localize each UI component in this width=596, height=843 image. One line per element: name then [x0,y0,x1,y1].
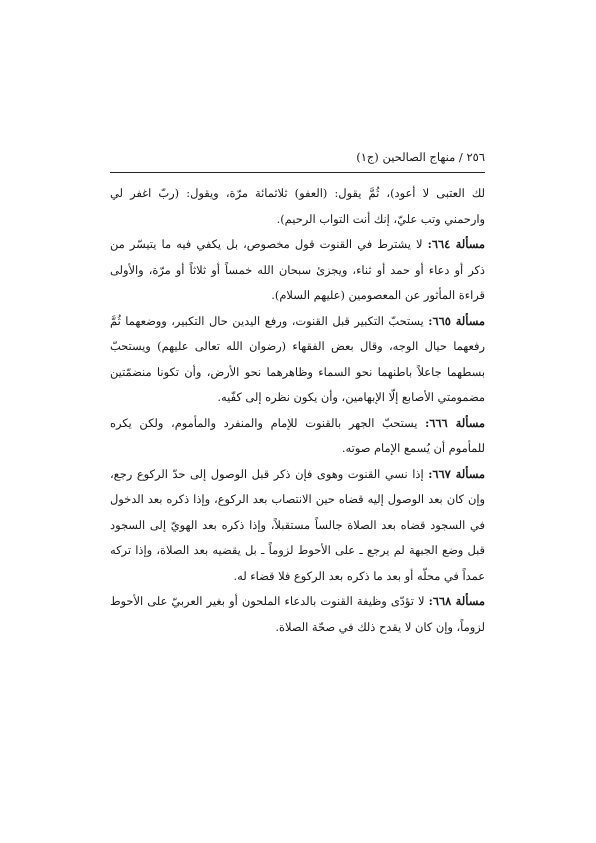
paragraph-text: إذا نسي القنوت وهوى فإن ذكر قبل الوصول إلى حدّ الركوع رجع، وإن كان بعد الوصول إليه قضاه حين الانتصاب بعد الركوع، وإذا ذكره بعد الدخول في السجود قضاه بعد الصلاة جالساً مستقبلاً، وإذا ذكره بعد الهويّ إلى السجود قبل وضع الجبهة لم يرجع ـ على الأحوط لزوماً ـ بل يقضيه بعد الصلاة، وإذا تركه عمداً في محلّه أو بعد ما ذكره بعد الركوع فلا قضاء له. [110,466,485,583]
paragraph-text: لك العتبى لا أعود)، ثُمَّ يقول: (العفو) ثلاثمائة مرّة، ويقول: (ربّ اغفر لي وارحمني وتب عليّ، إنك أنت التواب الرحيم). [110,186,485,226]
paragraph-masala-665 [110,309,485,411]
paragraph-text: لا تؤدّى وظيفة القنوت بالدعاء الملحون أو بغير العربيّ على الأحوط لزوماً، وإن كان لا يقدح ذلك في صحّة الصلاة. [110,594,485,634]
masala-label: مسألة ٦٦٧: [428,466,485,481]
paragraph-masala-664 [110,232,485,309]
masala-label: مسألة ٦٦٥: [428,313,486,328]
paragraph-text: يستحبّ التكبير قبل القنوت، ورفع اليدين حال التكبير، ووضعهما ثُمَّ رفعهما حيال الوجه، وقال بعض الفقهاء (رضوان الله تعالى عليهم) ويستحبّ بسطهما جاعلاً باطنهما نحو السماء وظاهرهما نحو الأرض، وأن تكونا منضمّتين مضمومتي الأصابع إلّا الإبهامين، وأن يكون نظره إلى كفّيه. [110,313,485,404]
paragraph-masala-667 [110,462,485,590]
masala-label: مسألة ٦٦٤: [427,237,485,251]
masala-label: مسألة ٦٦٨: [428,594,485,608]
paragraph-text: لا يشترط في القنوت قول مخصوص، بل يكفي فيه ما يتيسّر من ذكر أو دعاء أو حمد أو ثناء، ويجزئ سبحان الله خمساً أو ثلاثاً أو مرّة، والأولى قراءة المأثور عن المعصومين (عليهم السلام). [110,237,485,302]
paragraph-text: يستحبّ الجهر بالقنوت للإمام والمنفرد والمأموم، ولكن يكره للمأموم أن يُسمع الإمام صوته. [110,415,485,455]
page-body [110,181,485,640]
paragraph-masala-668 [110,589,485,640]
paragraph-continuation [110,181,485,232]
masala-label: مسألة ٦٦٦: [425,415,485,430]
header-rule [110,172,485,173]
running-header: ٢٥٦ / منهاج الصالحين (ج١) [356,150,485,164]
paragraph-masala-666 [110,411,485,462]
